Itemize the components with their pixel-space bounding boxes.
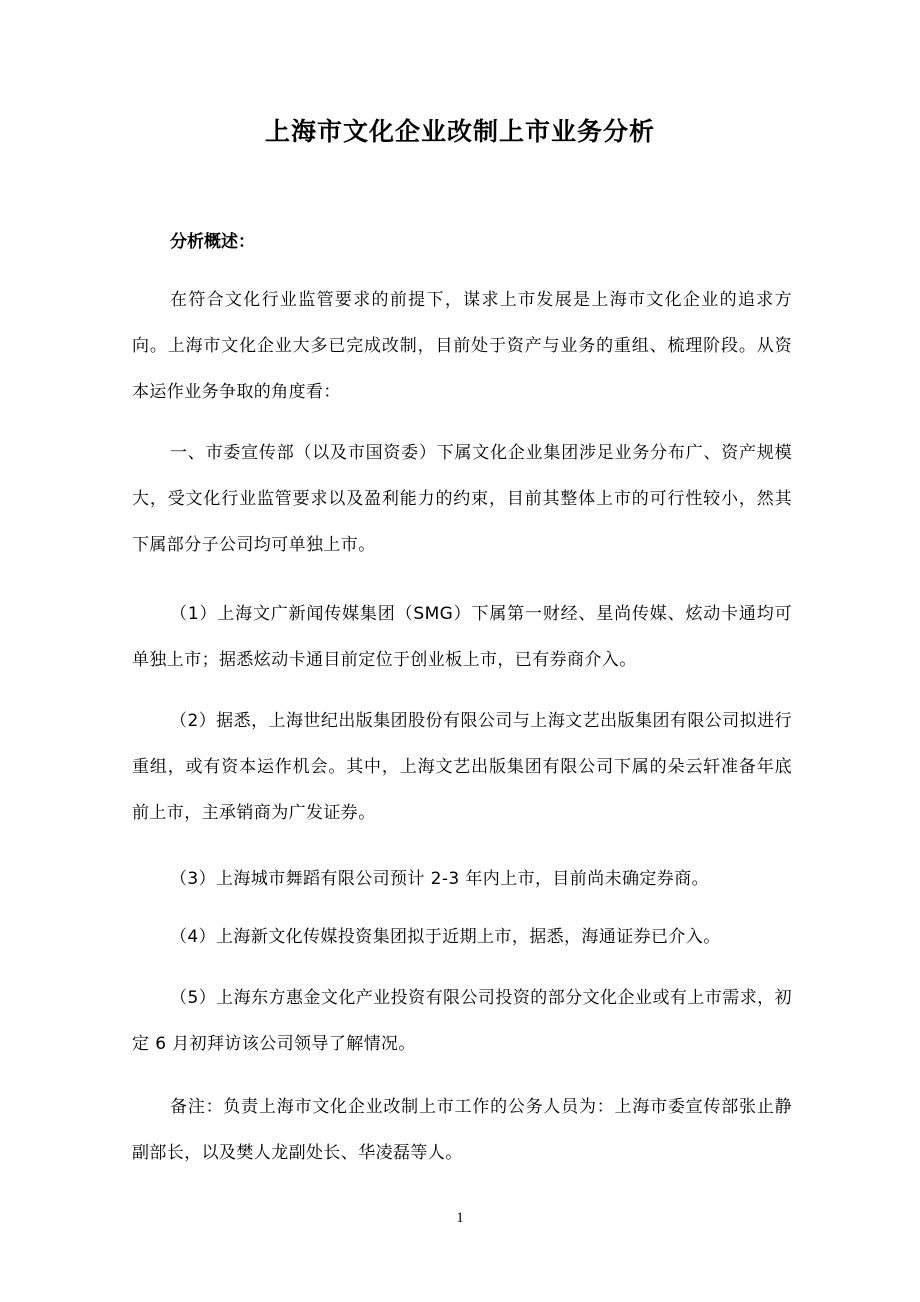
overview-heading: 分析概述： [170,232,255,252]
paragraph-remark: 备注：负责上海市文化企业改制上市工作的公务人员为：上海市委宣传部张止静副部长，以及樊人龙副处长、华凌磊等人。 [132,1097,792,1163]
paragraph-intro: 在符合文化行业监管要求的前提下，谋求上市发展是上海市文化企业的追求方向。上海市文化企业大多已完成改制，目前处于资产与业务的重组、梳理阶段。从资本运作业务争取的角度看： [132,290,792,402]
paragraph-item-2: （2）据悉，上海世纪出版集团股份有限公司与上海文艺出版集团有限公司拟进行重组，或有资本运作机会。其中，上海文艺出版集团有限公司下属的朵云轩准备年底前上市，主承销商为广发证券。 [132,711,792,823]
document-title: 上海市文化企业改制上市业务分析 [264,117,655,146]
page-number: 1 [456,1210,464,1226]
paragraph-item-1: （1）上海文广新闻传媒集团（SMG）下属第一财经、星尚传媒、炫动卡通均可单独上市；据悉炫动卡通目前定位于创业板上市，已有券商介入。 [132,604,792,670]
paragraph-item-5: （5）上海东方惠金文化产业投资有限公司投资的部分文化企业或有上市需求，初定 6 月初拜访该公司领导了解情况。 [132,988,792,1054]
paragraph-section-one: 一、市委宣传部（以及市国资委）下属文化企业集团涉足业务分布广、资产规模大，受文化行业监管要求以及盈利能力的约束，目前其整体上市的可行性较小，然其下属部分子公司均可单独上市。 [132,443,792,555]
paragraph-item-3: （3）上海城市舞蹈有限公司预计 2-3 年内上市，目前尚未确定券商。 [170,869,709,889]
paragraph-item-4: （4）上海新文化传媒投资集团拟于近期上市，据悉，海通证券已介入。 [170,927,721,947]
